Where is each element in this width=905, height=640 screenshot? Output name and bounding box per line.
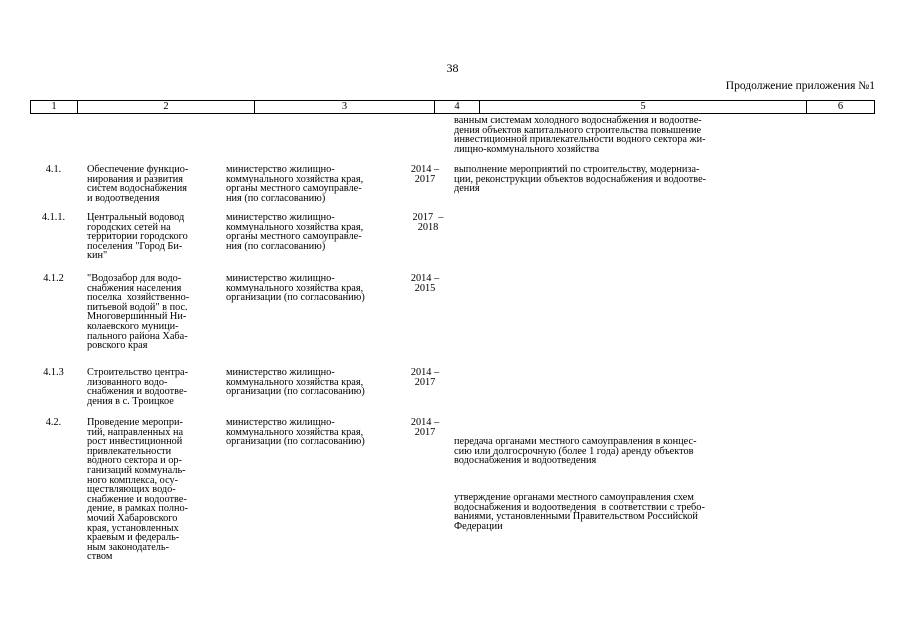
row-executor: министерство жилищно- коммунального хозяйства края, органы местного самоуправле- ния (по согласованию)	[226, 164, 364, 204]
row-number: 4.2.	[45, 417, 62, 428]
row-period: 2014 – 2017	[410, 417, 440, 438]
header-col-4: 4	[435, 101, 480, 113]
row-number: 4.1.	[45, 164, 62, 175]
carryover-result: ванным системам холодного водоснабжения и водоотве- дения объектов капитального строительства повышение инвестиционной привлекательности водного сектора жи- лищно-коммунального хозяйства	[454, 115, 706, 155]
header-col-3: 3	[255, 101, 435, 113]
header-col-5: 5	[480, 101, 807, 113]
row-period: 2014 – 2015	[410, 273, 440, 294]
page-number: 38	[446, 61, 459, 75]
row-number: 4.1.1.	[41, 212, 66, 223]
row-executor: министерство жилищно- коммунального хозяйства края, организации (по согласованию)	[226, 273, 365, 304]
row-executor: министерство жилищно- коммунального хозяйства края, органы местного самоуправле- ния (по согласованию)	[226, 212, 364, 252]
row-name: Обеспечение функцио- нирования и развития систем водоснабжения и водоотведения	[87, 164, 189, 204]
row-period: 2014 – 2017	[410, 367, 440, 388]
row-executor: министерство жилищно- коммунального хозяйства края, организации (по согласованию)	[226, 417, 365, 448]
row-name: Проведение меропри- тий, направленных на рост инвестиционной привлекательности водного сектора и ор- ганизаций коммуналь- ного комплекса, осу- ществляющих водо- снабжение и водоотве- дение, в рамках полно- мочий Хабаровского края, установленных краевым и федераль- ным законодатель- ством	[87, 417, 189, 563]
header-col-1: 1	[31, 101, 78, 113]
row-name: Строительство центра- лизованного водо- снабжения и водоотве- дения в с. Троицкое	[87, 367, 189, 407]
row-number: 4.1.2	[43, 273, 64, 284]
header-col-6: 6	[837, 101, 844, 112]
row-name: "Водозабор для водо- снабжения населения поселка хозяйственно- питьевой водой" в пос. Многовершинный Ни- колаевского муници- пального района Хаба- ровского края	[87, 273, 190, 352]
row-name: Центральный водовод городских сетей на территории городского поселения "Город Би- кин"	[87, 212, 188, 262]
row-period: 2014 – 2017	[410, 164, 440, 185]
row-executor: министерство жилищно- коммунального хозяйства края, организации (по согласованию)	[226, 367, 365, 398]
row-result-paragraph: передача органами местного самоуправления в концес- сию или долгосрочную (более 1 года) аренду объектов водоснабжения и водоотведения	[454, 436, 697, 467]
row-period: 2017 – 2018	[412, 212, 444, 233]
row-result	[454, 418, 705, 551]
row-result-paragraph: утверждение органами местного самоуправления схем водоснабжения и водоотведения в соответствии с требо- ваниями, установленными Правительством Российской Федерации	[454, 492, 705, 532]
table-header-row	[30, 100, 875, 114]
continuation-caption: Продолжение приложения №1	[725, 80, 875, 92]
row-result: выполнение мероприятий по строительству, модерниза- ции, реконструкции объектов водоснабжения и водоотве- дения	[454, 164, 707, 195]
header-col-2: 2	[78, 101, 255, 113]
row-number: 4.1.3	[43, 367, 64, 378]
